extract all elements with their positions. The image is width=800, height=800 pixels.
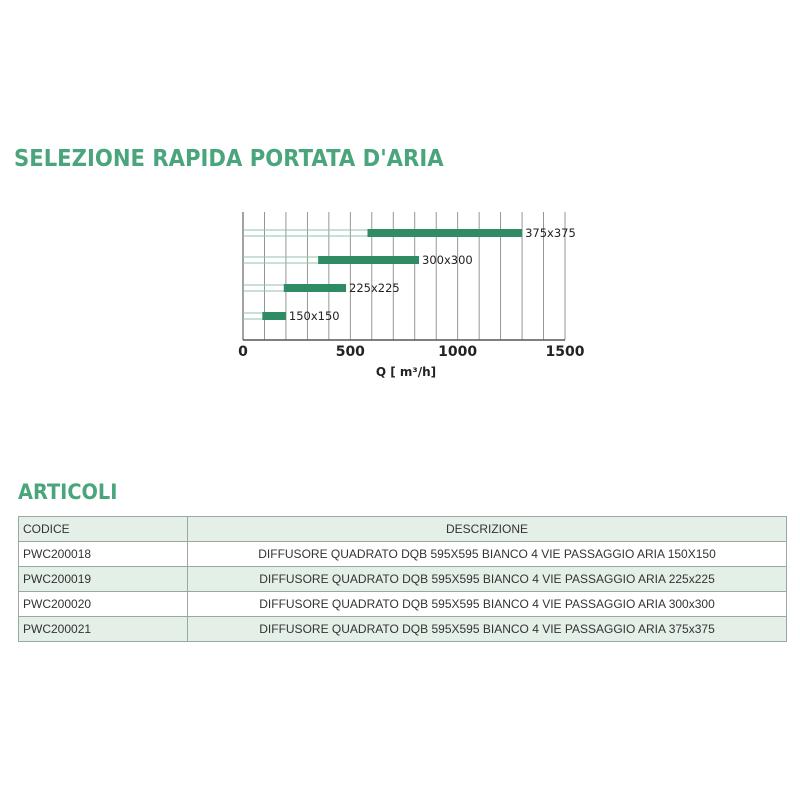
flow-range-bar <box>284 284 346 292</box>
flow-range-bar <box>368 229 523 237</box>
table-header-row <box>19 517 787 542</box>
bar-label: 300x300 <box>422 253 473 267</box>
article-code: PWC200018 <box>19 542 188 567</box>
column-header-code: CODICE <box>19 517 188 542</box>
article-code: PWC200020 <box>19 592 188 617</box>
bar-label: 225x225 <box>349 281 400 295</box>
article-code: PWC200021 <box>19 617 188 642</box>
x-tick-label: 1000 <box>438 344 478 360</box>
chart-x-ticks <box>238 344 585 360</box>
article-description: DIFFUSORE QUADRATO DQB 595X595 BIANCO 4 VIE PASSAGGIO ARIA 150X150 <box>188 542 787 567</box>
table-row <box>19 567 787 592</box>
column-header-description: DESCRIZIONE <box>188 517 787 542</box>
bar-label: 150x150 <box>288 309 340 323</box>
articles-section-title: ARTICOLI <box>18 480 118 504</box>
bar-label: 375x375 <box>525 226 576 240</box>
flow-range-bar <box>318 256 419 264</box>
article-code: PWC200019 <box>19 567 188 592</box>
articles-table <box>18 516 787 642</box>
x-axis-label: Q [ m³/h] <box>375 365 437 379</box>
air-flow-chart <box>225 200 585 385</box>
x-tick-label: 1500 <box>545 344 585 360</box>
chart-bars <box>243 226 576 323</box>
table-row <box>19 617 787 642</box>
article-description: DIFFUSORE QUADRATO DQB 595X595 BIANCO 4 VIE PASSAGGIO ARIA 300x300 <box>188 592 787 617</box>
x-tick-label: 500 <box>335 344 365 360</box>
chart-section-title: SELEZIONE RAPIDA PORTATA D'ARIA <box>14 146 444 172</box>
x-tick-label: 0 <box>238 344 248 360</box>
flow-range-bar <box>262 312 286 320</box>
table-row <box>19 542 787 567</box>
article-description: DIFFUSORE QUADRATO DQB 595X595 BIANCO 4 VIE PASSAGGIO ARIA 225x225 <box>188 567 787 592</box>
table-row <box>19 592 787 617</box>
article-description: DIFFUSORE QUADRATO DQB 595X595 BIANCO 4 VIE PASSAGGIO ARIA 375x375 <box>188 617 787 642</box>
